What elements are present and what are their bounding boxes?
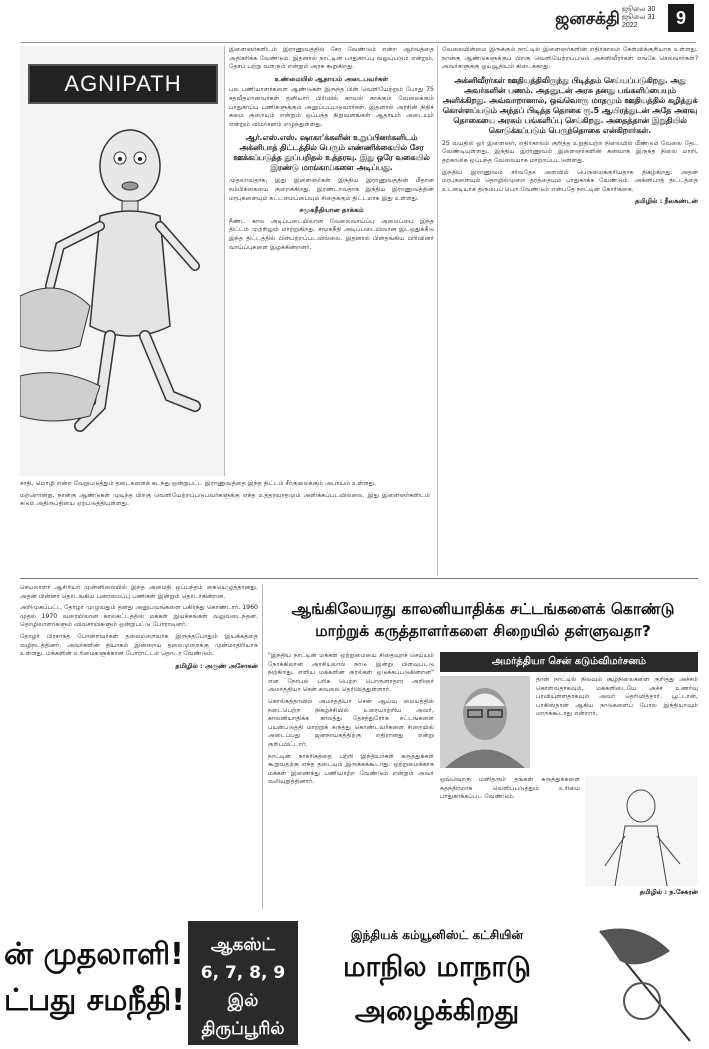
date-line-2: ஜூலை 31 [622,14,656,21]
date-box [622,6,662,30]
conference-advertisement [0,917,709,1049]
col2-paragraph-3: முதலாவதாக, இது இளைஞர்கள் இந்திய இராணுவத்தின் மீதான நம்பிக்கையை குறைக்கிறது. இரண்டாவதாக இந்திய இராணுவத்தின் மரபுகளையும் கட்டமைப்பையும் சிதைக்கும் திட்டமாக இது உள்ளது. [229,177,434,202]
article2-col2-top [536,676,698,772]
ad-date-block [188,921,298,1045]
page-number: 9 [668,4,694,32]
article2-paragraph-4: தான் நாட்டில் நிலவும் சூழ்நிலைகளை குறித்து அச்சம் கொள்வதாகவும், மக்களிடையே அச்ச உணர்வு பரவியுள்ளதாகவும் அவர் தெரிவித்தார். பூட்டான், பாகிஸ்தான் ஆகிய நாடுகளைப் போல இந்தியாவும் மாறக்கூடாது என்றார். [536,676,698,718]
cartoon-drawing [20,46,224,476]
left-paragraph-1: செயலாளர் ஆசிரியர் முன்னிலையில் இந்த அமைதி ஒப்பந்தம் கையெழுத்தானது. அதன் பின்னர் தொடங்கிய புனரமைப்பு பணிகள் இன்றும் தொடர்கின்றன. [20,584,258,600]
cartoon-illustration [20,46,225,476]
section-rule [20,578,698,579]
article2-paragraph-5: ஒவ்வொரு மனிதரும் தங்கள் கருத்துக்களை சுதந்திரமாக வெளிப்படுத்தும் உரிமை பாதுகாக்கப்பட வேண்டும். [440,776,580,801]
ad-party-name: இந்தியக் கம்யூனிஸ்ட் கட்சியின் [350,928,524,942]
masthead-title: ஜனசக்தி [555,9,620,29]
col2-subheading-2: சமூகநீதியான தாக்கம் [299,206,364,215]
col3-byline: தமிழில் : நீலகண்டன் [634,197,698,206]
col3-pull-quote: அக்னிவீரர்கள் ஊதியத்திலிருந்து பிடித்தம் செய்யப்படுகிறது. அது அவர்களின் பணம். அதனுடன் அரசு தனது பங்களிப்பையும் அளிக்கிறது. அவ்வாறானால், ஒவ்வொரு மாதமும் ஊதியத்தில் கழித்துக் கொள்ளப்படும் அந்தப் பிடித்த தொகை ரூ.5 ஆயிரத்துடன் அதே அளவு தொகையை அரசும் பங்களிப்பு செய்கிறது. அதைத்தான் இறுதியில் கொடுக்கப்படும் பெருந்தொகை என்கிறார்கள். [442,75,698,135]
ad-left-line-1: ன் முதலாளி! [4,937,184,972]
agnipath-article-col2 [229,46,434,456]
col3-paragraph-1: வேலையின்மை இருக்கும் நாட்டில் இளைஞர்களின் எதிர்காலம் கேள்விக்குறியாக உள்ளது. நான்கு ஆண்டுகளுக்குப் பிறகு வெளியேற்றப்படும் அக்னிவீரர்கள் எங்கே செல்வார்கள்? அவர்களுக்கு ஓய்வூதியம் கிடைக்காது. [442,46,698,71]
agnipath-article-col3 [442,46,698,571]
ad-dates-line-2: 6, 7, 8, 9 இல் [200,963,286,1011]
ad-conference-line-1: மாநில மாநாடு [342,950,532,983]
ad-left-line-2: ட்பது சமநீதி! [4,983,185,1018]
col2-pull-quote: ஆர்.எஸ்.எஸ். ஷாகா'க்களின் உறுப்பினர்களிடம் அக்னிபாத் திட்டத்தில் பெரும் எண்ணிக்கையில் சேர ஊக்கப்படுத்த தூப்பறிதல் உத்தரவு. இது ஒரே வகையில் இரண்டு மாங்காய்களை அடிப்பது. [233,133,430,173]
flag-illustration [580,921,705,1045]
col1-lower-paragraph-1: சாதி, மொழி என்ற வேறுபடுத்தும் தடைகளைக் கடந்து ஒன்றுபட்ட இராணுவத்தை இந்த திட்டம் சீர்குலைக்கும் அபாயம் உள்ளது. [20,480,377,487]
article2-paragraph-2: கொல்கத்தாவில் அமர்த்தியா சென் ஆய்வு மையத்தில் நடைபெற்ற நிகழ்ச்சியில் உரையாற்றிய அவர், காலனியாதிக்க காலத்து தேசத்துரோக சட்டங்களை பயன்படுத்தி மாற்றுக் கருத்து கொண்டவர்களை சிறையில் அடைப்பது ஜனநாயகத்திற்கு எதிரானது என்று குறிப்பிட்டார். [268,697,434,748]
article2-col1 [268,652,434,910]
sketch-illustration [585,776,698,886]
col2-subheading-1: உண்மையில் ஆதாயம் அடைபவர்கள் [274,74,389,83]
left-paragraph-2: அறிமுகப்பட்ட தோழர் முழுவதும் தனது அனுபவங்களை பகிர்ந்து கொண்டார். 1960 முதல் 1970 வரையிலான காலகட்டத்தில் மக்கள் இயக்கங்கள் வலுவடைந்தன. தொழிலாளர்களும் விவசாயிகளும் ஒன்றுபட்டு போராடினர். [20,604,258,629]
col1-lower-paragraph-2: மற்றொன்று, நான்கு ஆண்டுகள் முடிந்த பிறகு வெளியேற்றப்படுபவர்களுக்கு எந்த உத்தரவாதமும் அளிக்கப்படவில்லை. இது இளைஞர்களிடம் கடும் அதிருப்தியை ஏற்படுத்தியுள்ளது. [20,491,430,508]
left-article [20,584,258,909]
article2-col2-bottom [440,776,580,906]
col2-paragraph-1: இளைஞர்களிடம் இராணுவத்தில் சேர வேண்டும் என்ற ஆர்வத்தை அதிகரிக்க வேண்டும். இதனால் நாட்டின் பாதுகாப்பு வலுப்படும் என்றும், தேசப் பற்று வளரும் என்றும் அரசு கூறுகிறது. [229,46,434,71]
ad-left-block [0,917,185,1049]
left-paragraph-3: தோழர் பிரசாந்த் போன்றவர்கள் தலைமறைவாக இருந்தபோதும் இயக்கத்தை வழிநடத்தினர். அவர்களின் தியாகம் இன்றைய தலைமுறைக்கு முன்மாதிரியாக உள்ளது. மக்களின் உரிமைகளுக்கான போராட்டம் தொடர வேண்டும். [20,632,258,658]
article2-headline: ஆங்கிலேயரது காலனியாதிக்க சட்டங்களைக் கொண்டு மாற்றுக் கருத்தாளர்களை சிறையில் தள்ளுவதா? [291,600,675,640]
agnipath-article-lower [20,480,430,570]
cartoon-label: AGNIPATH [28,64,218,104]
col3-paragraph-3: இந்திய இராணுவம் சர்வதேச அளவில் பெருமைக்குரியதாக திகழ்கிறது. அதன் மரபுகளையும் தொழில்முறை தரத்தையும் பாதுகாக்க வேண்டும். அக்னிபாத் திட்டத்தை உடனடியாக திரும்பப் பெற வேண்டும் என்பதே நாட்டின் கோரிக்கை. [442,168,698,193]
ad-dates-line-3: திருப்பூரில் [201,1019,285,1039]
portrait-image [440,676,530,768]
ad-conference-block [302,921,572,1045]
author-photo [440,676,530,768]
column-divider [437,46,438,576]
column-divider-lower [262,584,263,909]
header-rule [20,42,696,43]
left-byline: தமிழில் : அருண் அசோகன் [175,661,258,670]
col2-paragraph-4: நீண்ட கால அடிப்படையிலான வேலைவாய்ப்பு அமைப்பை இந்த திட்டம் முற்றிலும் மாற்றுகிறது. சமூகநீதி அடிப்படையிலான இடஒதுக்கீடு இந்த திட்டத்தில் பின்பற்றப்படவில்லை. இதனால் பின்தங்கிய பிரிவினர் வாய்ப்புகளை இழக்கின்றனர். [229,217,434,251]
col3-paragraph-2: 25 வயதில் ஓர் இளைஞர், எதிர்காலம் குறித்த உறுதியற்ற நிலையில் மீண்டும் வேலை தேட வேண்டியுள்ளது. இந்திய இராணுவம் இளைஞர்களின் கனவாக இருந்த நிலை மாறி, தற்காலிக ஒப்பந்த வேலையாக மாற்றப்பட்டுள்ளது. [442,139,698,164]
article2-author-bar: அமர்த்தியா சென் கடும்விமர்சனம் [440,652,698,672]
ad-dates-line-1: ஆகஸ்ட் [210,935,276,955]
date-line-1: ஜூலை 30 [622,6,656,13]
ad-conference-line-2: அழைக்கிறது [354,994,520,1027]
col2-paragraph-2: பல பணியாளர்களை ஆண்டுகள் இருந்த பின் வெளியேற்றும் போது 75 சதவீதமானவர்கள் தனியார் பிரிவில் காவல் காக்கும் வேலைக்கும் பாதுகாப்பு பணிகளுக்கும் அனுப்பப்படுவார்கள். இதனால் அரசின் நிதிச் சுமை குறையும் என்றும் ஒப்பந்த நிறுவனங்கள் ஆதாயம் அடையும் என்றும் விமர்சனம் எழுந்துள்ளது. [229,86,434,128]
article2-paragraph-1: "இந்திய நாட்டின் மக்கள் ஒற்றுமையை சிதைவுறச் செய்யும் நோக்கிலான அரசியலால் நாடு இன்று பிளவுபட்டு நிற்கிறது. எளிய மக்களின் குரல்கள் ஒடுக்கப்படுகின்றன" என நோபல் பரிசு பெற்ற பொருளாதார அறிஞர் அமர்த்தியா சென் கவலை தெரிவித்துள்ளார். [268,652,434,694]
date-line-3: 2022 [622,22,638,29]
article2-paragraph-3: நாட்டின் நாகரிகத்தை பற்றி இந்தியர்கள் கருத்துக்கள் கூறுவதற்கு எந்த தடையும் இருக்கக்கூடாது. ஒற்றுமைக்காக மக்கள் இணைந்து பணியாற்ற வேண்டும் என்றும் அவர் வலியுறுத்தினார். [268,752,434,786]
article2-byline: தமிழில் : ந.சேகரன் [639,888,698,896]
